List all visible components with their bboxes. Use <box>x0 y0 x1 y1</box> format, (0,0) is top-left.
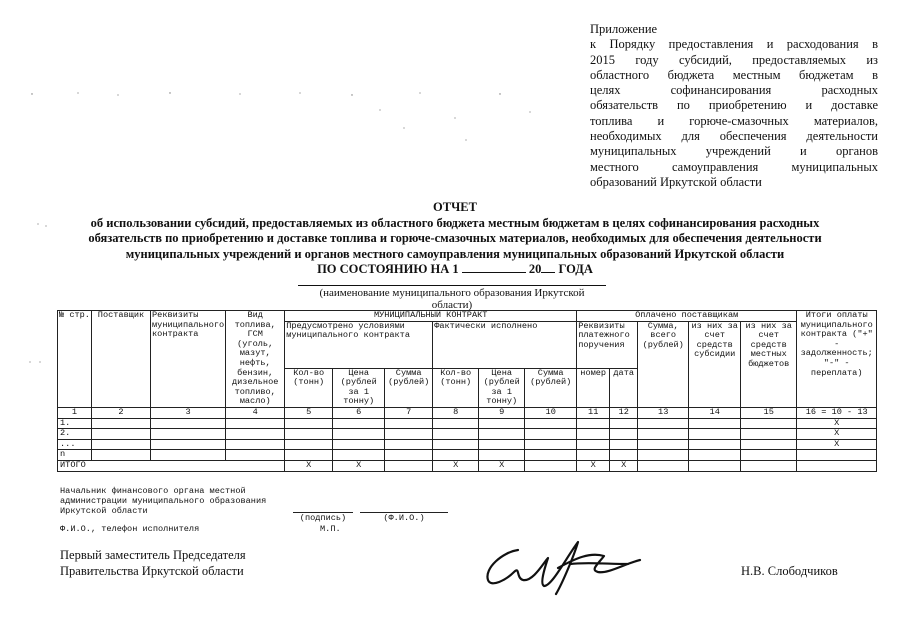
header-planned-sum: Сумма (рублей) <box>385 368 433 407</box>
column-number: 13 <box>638 407 689 418</box>
official-title <box>60 548 246 579</box>
column-number: 11 <box>577 407 610 418</box>
header-from-subsidy: из них за счет средств субсидии <box>689 321 741 407</box>
appendix-line: областного бюджета местным бюджетам в <box>590 67 878 82</box>
header-payment-order: Реквизиты платежного поручения <box>577 321 638 368</box>
date-suffix: ГОДА <box>558 262 593 276</box>
header-contract-requisites: Реквизиты муниципального контракта <box>151 311 226 408</box>
column-number: 1 <box>58 407 92 418</box>
x-mark: X <box>797 439 877 450</box>
x-mark: X <box>797 429 877 440</box>
x-mark: X <box>479 460 525 471</box>
appendix-line: к Порядку предоставления и расходования в <box>590 37 878 52</box>
row-label: ... <box>58 439 92 450</box>
report-date-line <box>60 262 850 278</box>
handwritten-signature <box>478 528 658 596</box>
finance-head-line: Иркутской области <box>60 506 148 516</box>
signature-label: (подпись) <box>293 512 353 523</box>
appendix-line: муниципальных учреждений и органов <box>590 144 878 159</box>
report-title-line: об использовании субсидий, предоставляемых из областного бюджета местным бюджетам в целях софинансирования расходных <box>90 215 820 230</box>
column-number: 8 <box>433 407 479 418</box>
column-number: 12 <box>610 407 638 418</box>
header-municipal-contract: МУНИЦИПАЛЬНЫЙ КОНТРАКТ <box>285 311 577 322</box>
appendix-line: Приложение <box>590 22 658 36</box>
date-blank <box>462 262 526 273</box>
header-fuel-type: Вид топлива, ГСМ (уголь, мазут, нефть, бензин, дизельное топливо, масло) <box>226 311 285 408</box>
header-row-number: № стр. <box>58 311 92 408</box>
column-number: 3 <box>151 407 226 418</box>
header-from-local: из них за счет средств местных бюджетов <box>741 321 797 407</box>
column-number: 2 <box>92 407 151 418</box>
column-number: 10 <box>525 407 577 418</box>
header-actual-sum: Сумма (рублей) <box>525 368 577 407</box>
year-blank <box>541 262 555 273</box>
appendix-line: необходимых для обеспечения деятельности <box>590 129 878 144</box>
row-label: 2. <box>58 429 92 440</box>
column-number: 9 <box>479 407 525 418</box>
table-row <box>58 439 877 450</box>
row-label: n <box>58 450 92 461</box>
column-number: 16 = 10 - 13 <box>797 407 877 418</box>
header-payment-number: номер <box>577 368 610 407</box>
report-title <box>60 200 850 278</box>
table-row <box>58 450 877 461</box>
table-row <box>58 429 877 440</box>
total-row <box>58 460 877 471</box>
official-title-line: Первый заместитель Председателя <box>60 548 246 562</box>
finance-head-line: Начальник финансового органа местной <box>60 486 246 496</box>
appendix-line: обязательств по приобретению и доставке <box>590 98 878 113</box>
appendix-line: образований Иркутской области <box>590 174 762 189</box>
header-paid-total: Сумма, всего (рублей) <box>638 321 689 407</box>
column-number: 4 <box>226 407 285 418</box>
municipality-caption: (наименование муниципального образования Иркутской области) <box>298 285 606 311</box>
appendix-line: 2015 году субсидий, предоставляемых из <box>590 52 878 67</box>
header-planned-qty: Кол-во (тонн) <box>285 368 333 407</box>
official-name: Н.В. Слободчиков <box>741 564 838 578</box>
date-year: 20 <box>528 262 542 276</box>
column-number: 5 <box>285 407 333 418</box>
x-mark: X <box>797 418 877 429</box>
column-number: 15 <box>741 407 797 418</box>
appendix-block <box>590 22 878 190</box>
header-planned-price: Цена (рублей за 1 тонну) <box>333 368 385 407</box>
date-prefix: ПО СОСТОЯНИЮ НА 1 <box>317 262 459 276</box>
report-heading: ОТЧЕТ <box>433 200 477 214</box>
column-number: 14 <box>689 407 741 418</box>
row-label: 1. <box>58 418 92 429</box>
header-paid-to-suppliers: Оплачено поставщикам <box>577 311 797 322</box>
official-title-line: Правительства Иркутской области <box>60 563 244 578</box>
report-title-line: муниципальных учреждений и органов местного самоуправления муниципальных образований Иркутской области <box>125 246 785 261</box>
appendix-line: местного самоуправления муниципальных <box>590 159 878 174</box>
header-actual-qty: Кол-во (тонн) <box>433 368 479 407</box>
header-actual-price: Цена (рублей за 1 тонну) <box>479 368 525 407</box>
header-planned: Предусмотрено условиями муниципального контракта <box>285 321 433 368</box>
report-title-line: обязательств по приобретению и доставке топлива и горюче-смазочных материалов, необходимых для обеспечения деятельности <box>88 231 822 245</box>
x-mark: X <box>433 460 479 471</box>
column-number-row <box>58 407 877 418</box>
x-mark: X <box>285 460 333 471</box>
total-label: ИТОГО <box>58 460 285 471</box>
executor-label: Ф.И.О., телефон исполнителя <box>60 524 200 534</box>
seal-label: М.П. <box>320 524 341 534</box>
finance-head-block <box>60 486 266 516</box>
header-payment-date: дата <box>610 368 638 407</box>
column-number: 6 <box>333 407 385 418</box>
report-table <box>57 310 877 472</box>
finance-head-line: администрации муниципального образования <box>60 496 267 506</box>
header-actual: Фактически исполнено <box>433 321 577 368</box>
name-label: (Ф.И.О.) <box>360 512 448 523</box>
header-supplier: Поставщик <box>92 311 151 408</box>
appendix-line: топлива и горюче-смазочных материалов, <box>590 113 878 128</box>
x-mark: X <box>577 460 610 471</box>
header-payment-totals: Итоги оплаты муниципального контракта ("+" - задолженность; "-" - переплата) <box>797 311 877 408</box>
x-mark: X <box>610 460 638 471</box>
x-mark: X <box>333 460 385 471</box>
appendix-line: целях софинансирования расходных <box>590 83 878 98</box>
column-number: 7 <box>385 407 433 418</box>
table-row <box>58 418 877 429</box>
